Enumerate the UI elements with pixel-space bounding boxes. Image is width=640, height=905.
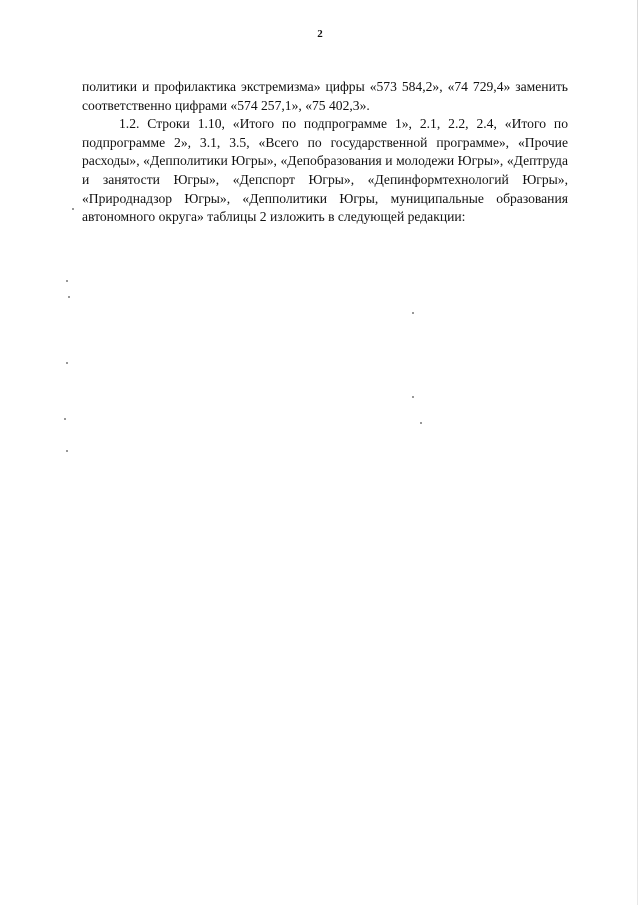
scan-speck (66, 362, 68, 364)
scan-speck (68, 296, 70, 298)
scan-speck (420, 422, 422, 424)
scan-speck (66, 280, 68, 282)
scan-speck (72, 208, 74, 210)
scan-speck (66, 450, 68, 452)
scan-edge (637, 0, 638, 905)
document-body (82, 78, 568, 227)
scan-speck (64, 418, 66, 420)
scan-speck (412, 312, 414, 314)
scan-speck (412, 396, 414, 398)
page-number: 2 (317, 28, 323, 40)
paragraph-continuation: политики и профилактика экстремизма» цифры «573 584,2», «74 729,4» заменить соответственно цифрами «574 257,1», «75 402,3». (82, 79, 568, 113)
paragraph-item-1-2: 1.2. Строки 1.10, «Итого по подпрограмме 1», 2.1, 2.2, 2.4, «Итого по подпрограмме 2», 3.1, 3.5, «Всего по государственной программе», «Прочие расходы», «Депполитики Югры», «Депобразования и молодежи Югры», «Дептруда и занятости Югры», «Депспорт Югры», «Депинформтехнологий Югры», «Природнадзор Югры», «Депполитики Югры, муниципальные образования автономного округа» таблицы 2 изложить в следующей редакции: (82, 116, 568, 225)
